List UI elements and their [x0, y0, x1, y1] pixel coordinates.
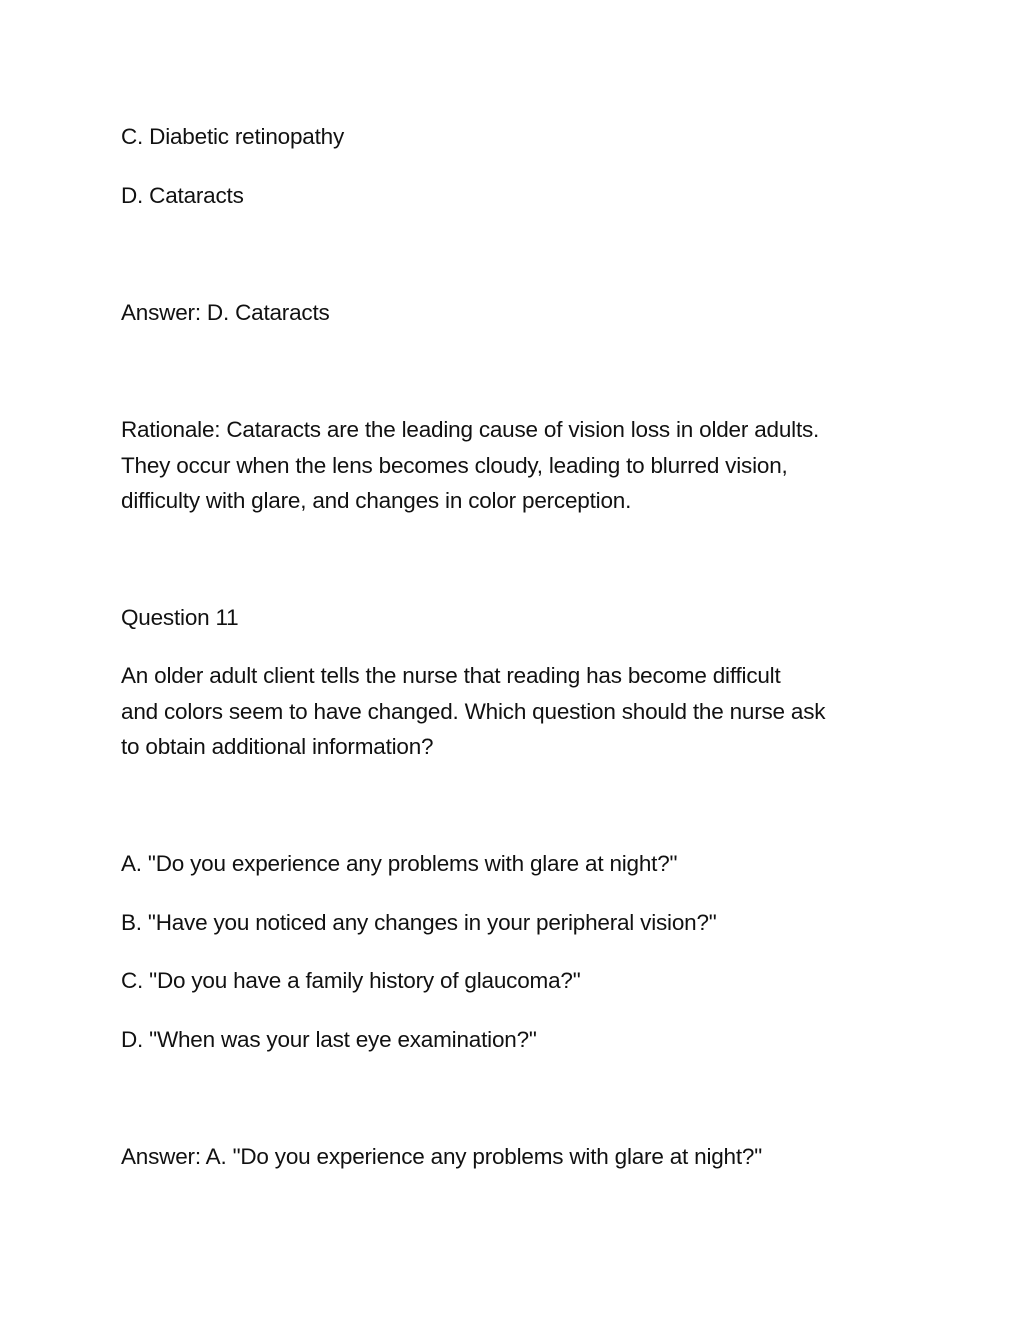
question-stem-line: and colors seem to have changed. Which question should the nurse ask [121, 698, 826, 724]
option-c-prev: C. Diabetic retinopathy [121, 124, 345, 149]
rationale-paragraph [121, 412, 921, 519]
rationale-line: Rationale: Cataracts are the leading cause of vision loss in older adults. [121, 417, 820, 442]
option-d-prev: D. Cataracts [121, 183, 244, 208]
option-c: C. "Do you have a family history of glaucoma?" [121, 968, 581, 993]
option-a: A. "Do you experience any problems with glare at night?" [121, 851, 678, 876]
rationale-line: difficulty with glare, and changes in color perception. [121, 488, 632, 513]
question-heading: Question 11 [121, 605, 239, 630]
option-b: B. "Have you noticed any changes in your peripheral vision?" [121, 910, 717, 935]
answer-prev: Answer: D. Cataracts [121, 300, 330, 325]
question-stem-line: An older adult client tells the nurse that reading has become difficult [121, 663, 781, 688]
option-d: D. "When was your last eye examination?" [121, 1027, 537, 1052]
question-stem-line: to obtain additional information? [121, 734, 434, 759]
rationale-line: They occur when the lens becomes cloudy, leading to blurred vision, [121, 452, 788, 478]
question-stem [121, 658, 921, 765]
answer: Answer: A. "Do you experience any problems with glare at night?" [121, 1144, 763, 1169]
